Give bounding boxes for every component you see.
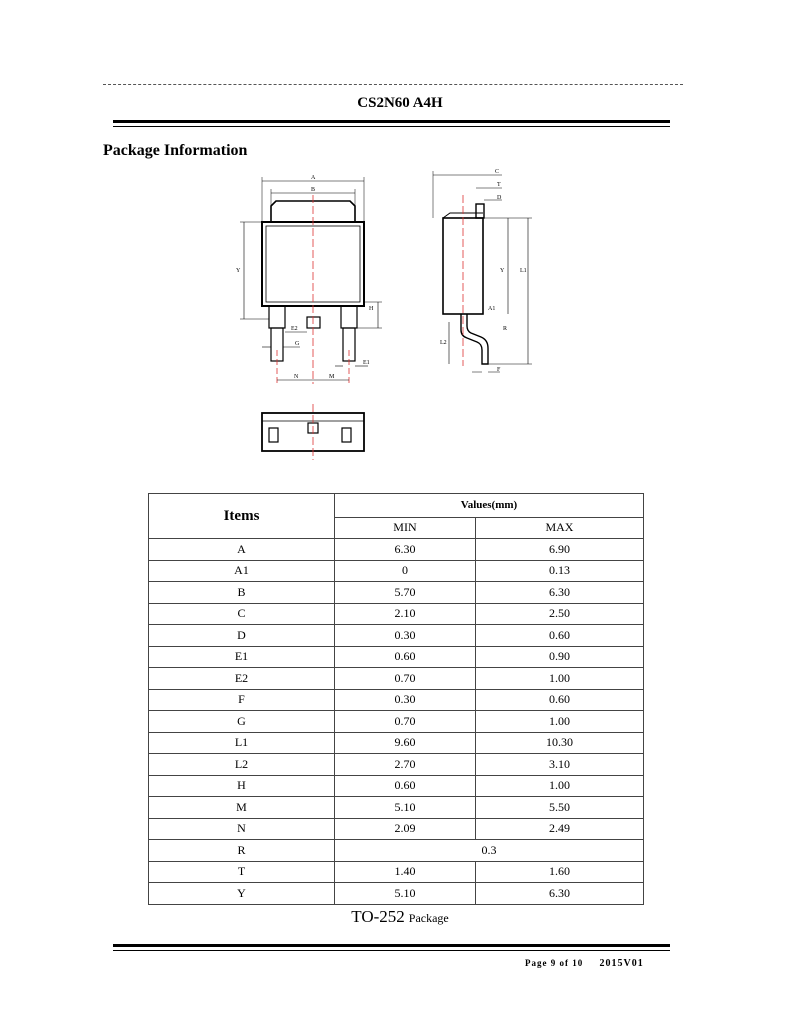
max-cell: 6.90 xyxy=(475,539,643,561)
max-cell: 1.00 xyxy=(475,711,643,733)
values-header: Values(mm) xyxy=(335,494,644,518)
table-row xyxy=(149,603,644,625)
table-row xyxy=(149,625,644,647)
min-cell: 0.70 xyxy=(335,711,476,733)
item-cell: B xyxy=(149,582,335,604)
caption-package-suffix: Package xyxy=(408,911,449,925)
page-footer xyxy=(525,958,644,969)
table-row xyxy=(149,711,644,733)
dimensions-table xyxy=(148,493,644,905)
min-cell: 6.30 xyxy=(335,539,476,561)
table-row xyxy=(149,582,644,604)
dim-label-b: B xyxy=(311,187,316,193)
dim-label-n: N xyxy=(294,374,299,380)
dim-label-y-side: Y xyxy=(500,268,505,274)
min-cell: 0.30 xyxy=(335,625,476,647)
front-view xyxy=(240,177,382,384)
max-cell: 1.60 xyxy=(475,861,643,883)
min-cell: 0.70 xyxy=(335,668,476,690)
item-cell: D xyxy=(149,625,335,647)
max-cell: 1.00 xyxy=(475,775,643,797)
package-outline-drawing xyxy=(0,0,800,490)
max-cell: 0.60 xyxy=(475,625,643,647)
side-view xyxy=(433,171,532,372)
dim-label-a1: A1 xyxy=(488,306,496,312)
dim-label-d: D xyxy=(497,195,502,201)
dim-label-m: M xyxy=(329,374,335,380)
page-number: Page 9 of 10 xyxy=(525,958,584,968)
table-row xyxy=(149,732,644,754)
footer-rule-thin xyxy=(113,950,670,951)
min-cell: 0.30 xyxy=(335,689,476,711)
table-row xyxy=(149,775,644,797)
section-title: Package Information xyxy=(103,142,248,159)
item-cell: E1 xyxy=(149,646,335,668)
item-cell: A xyxy=(149,539,335,561)
item-cell: L2 xyxy=(149,754,335,776)
table-row xyxy=(149,646,644,668)
table-row xyxy=(149,689,644,711)
max-cell: 2.49 xyxy=(475,818,643,840)
item-cell: T xyxy=(149,861,335,883)
table-row xyxy=(149,539,644,561)
caption-package-name: TO-252 xyxy=(351,907,405,926)
footer-rule-thick xyxy=(113,944,670,947)
item-cell: C xyxy=(149,603,335,625)
dim-label-r: R xyxy=(503,326,508,332)
dim-label-c: C xyxy=(495,169,500,175)
table-row xyxy=(149,883,644,905)
dim-label-e1: E1 xyxy=(363,360,370,366)
table-row xyxy=(149,797,644,819)
max-cell: 2.50 xyxy=(475,603,643,625)
max-header: MAX xyxy=(475,517,643,538)
dim-label-l1: L1 xyxy=(520,268,527,274)
min-cell: 0.60 xyxy=(335,646,476,668)
dim-label-g: G xyxy=(295,341,300,347)
document-title: CS2N60 A4H xyxy=(357,95,443,111)
min-cell: 5.10 xyxy=(335,883,476,905)
dim-label-y: Y xyxy=(236,268,241,274)
max-cell: 3.10 xyxy=(475,754,643,776)
min-cell: 2.09 xyxy=(335,818,476,840)
bottom-view xyxy=(262,404,364,460)
dim-label-a: A xyxy=(311,175,316,181)
min-cell: 0 xyxy=(335,560,476,582)
dim-label-l2: L2 xyxy=(440,340,447,346)
max-cell: 1.00 xyxy=(475,668,643,690)
max-cell: 6.30 xyxy=(475,883,643,905)
min-cell: 0.60 xyxy=(335,775,476,797)
document-version: 2015V01 xyxy=(599,958,644,969)
table-row xyxy=(149,840,644,862)
front-view-labels xyxy=(236,175,374,380)
min-cell: 1.40 xyxy=(335,861,476,883)
items-header: Items xyxy=(149,494,335,539)
item-cell: M xyxy=(149,797,335,819)
item-cell: E2 xyxy=(149,668,335,690)
table-row xyxy=(149,818,644,840)
item-cell: Y xyxy=(149,883,335,905)
item-cell: L1 xyxy=(149,732,335,754)
min-cell: 5.70 xyxy=(335,582,476,604)
value-cell: 0.3 xyxy=(335,840,644,862)
max-cell: 0.60 xyxy=(475,689,643,711)
table-row xyxy=(149,560,644,582)
min-cell: 9.60 xyxy=(335,732,476,754)
item-cell: G xyxy=(149,711,335,733)
item-cell: N xyxy=(149,818,335,840)
item-cell: H xyxy=(149,775,335,797)
dim-label-t: T xyxy=(497,182,501,188)
max-cell: 6.30 xyxy=(475,582,643,604)
min-cell: 2.70 xyxy=(335,754,476,776)
dim-label-f: F xyxy=(497,367,501,373)
max-cell: 10.30 xyxy=(475,732,643,754)
package-caption xyxy=(0,907,800,927)
max-cell: 0.13 xyxy=(475,560,643,582)
dim-label-e2: E2 xyxy=(291,326,298,332)
item-cell: R xyxy=(149,840,335,862)
dim-label-h: H xyxy=(369,306,374,312)
item-cell: F xyxy=(149,689,335,711)
min-cell: 2.10 xyxy=(335,603,476,625)
table-row xyxy=(149,754,644,776)
table-row xyxy=(149,861,644,883)
item-cell: A1 xyxy=(149,560,335,582)
max-cell: 0.90 xyxy=(475,646,643,668)
min-header: MIN xyxy=(335,517,476,538)
table-row xyxy=(149,668,644,690)
min-cell: 5.10 xyxy=(335,797,476,819)
max-cell: 5.50 xyxy=(475,797,643,819)
